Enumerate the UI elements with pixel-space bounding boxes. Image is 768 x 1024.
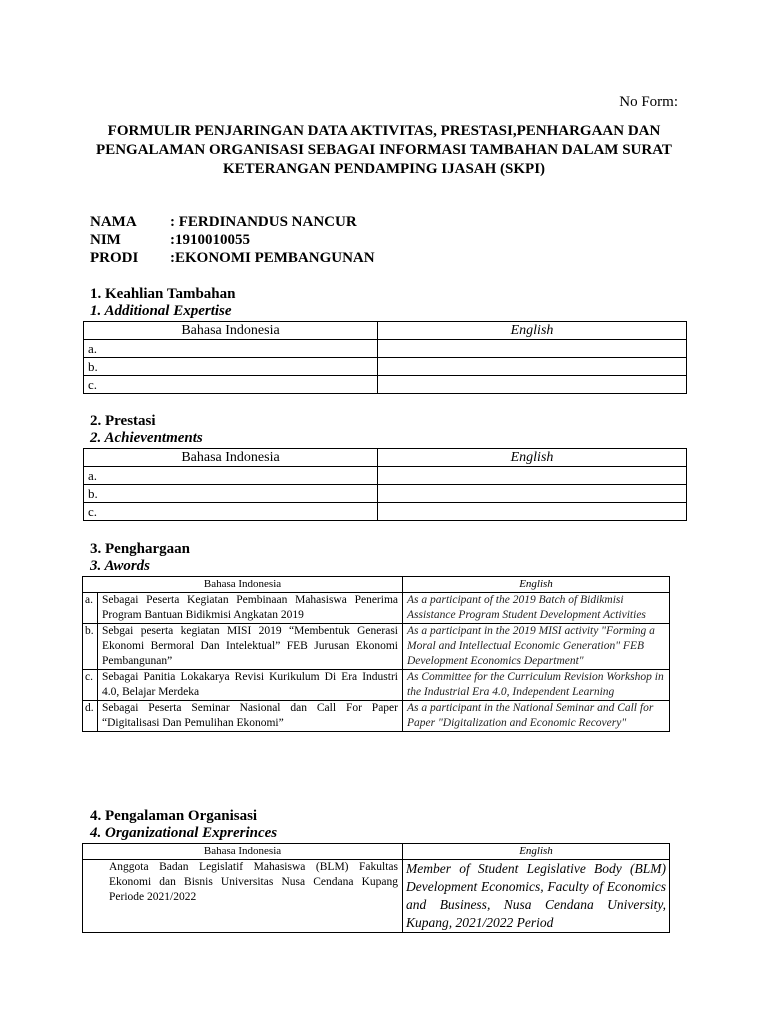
cell-english: Member of Student Legislative Body (BLM) Development Economics, Faculty of Economics and Business, Nusa Cendana University, Kupang, 2021/2022 Period <box>403 860 670 933</box>
column-header-english: English <box>403 844 670 860</box>
cell-english: As a participant in the National Seminar and Call for Paper "Digitalization and Economic Recovery" <box>403 701 670 732</box>
section-1-heading <box>90 286 235 320</box>
table-row <box>84 376 687 394</box>
title-line-1: FORMULIR PENJARINGAN DATA AKTIVITAS, PRESTASI,PENHARGAAN DAN <box>107 123 661 139</box>
table-row <box>83 701 670 732</box>
column-header-indonesia: Bahasa Indonesia <box>84 322 378 340</box>
table-row <box>83 860 670 933</box>
section-4-title: 4. Pengalaman Organisasi <box>90 808 258 824</box>
cell-indonesia: a. <box>84 340 378 358</box>
cell-indonesia: Sebagai Panitia Lokakarya Revisi Kurikulum Di Era Industri 4.0, Belajar Merdeka <box>98 670 403 701</box>
table-header-row <box>83 577 670 593</box>
column-header-english: English <box>403 577 670 593</box>
column-header-english: English <box>378 322 687 340</box>
title-line-3: KETERANGAN PENDAMPING IJASAH (SKPI) <box>222 161 546 177</box>
table-row <box>83 593 670 624</box>
cell-english <box>378 340 687 358</box>
cell-english: As Committee for the Curriculum Revision Workshop in the Industrial Era 4.0, Independent Learning <box>403 670 670 701</box>
cell-english: As a participant of the 2019 Batch of Bidikmisi Assistance Program Student Development Activities <box>403 593 670 624</box>
form-title <box>60 122 708 179</box>
table-row <box>84 485 687 503</box>
cell-indonesia: Sebagai Peserta Kegiatan Pembinaan Mahasiswa Penerima Program Bantuan Bidikmisi Angkatan 2019 <box>98 593 403 624</box>
table-row <box>84 358 687 376</box>
section-1-table <box>83 321 687 394</box>
nim-label: NIM <box>90 232 121 248</box>
section-3-title: 3. Penghargaan <box>90 541 191 557</box>
section-4-table <box>82 843 670 933</box>
section-2-title: 2. Prestasi <box>90 413 156 429</box>
section-3-table <box>82 576 670 732</box>
cell-indonesia: Anggota Badan Legislatif Mahasiswa (BLM) Fakultas Ekonomi dan Bisnis Universitas Nusa Cendana Kupang Periode 2021/2022 <box>83 860 403 933</box>
no-form-label: No Form: <box>619 94 678 110</box>
cell-indonesia: Sebagai Peserta Seminar Nasional dan Call For Paper “Digitalisasi Dan Pemulihan Ekonomi” <box>98 701 403 732</box>
cell-indonesia: c. <box>84 503 378 521</box>
table-header-row <box>83 844 670 860</box>
table-row <box>84 467 687 485</box>
row-index: c. <box>83 670 98 701</box>
prodi-value: :EKONOMI PEMBANGUNAN <box>170 250 375 266</box>
cell-english <box>378 358 687 376</box>
nama-value: : FERDINANDUS NANCUR <box>170 214 357 230</box>
section-4-title-en: 4. Organizational Exprerinces <box>90 825 278 841</box>
nim-row <box>90 231 375 249</box>
cell-english <box>378 485 687 503</box>
section-3-heading <box>90 541 190 575</box>
section-2-table <box>83 448 687 521</box>
cell-english <box>378 503 687 521</box>
section-4-heading <box>90 808 277 842</box>
cell-indonesia: Sebgai peserta kegiatan MISI 2019 “Membentuk Generasi Ekonomi Bermoral Dan Intelektual” FEB Jurusan Ekonomi Pembangunan” <box>98 624 403 670</box>
cell-indonesia: c. <box>84 376 378 394</box>
cell-indonesia: a. <box>84 467 378 485</box>
nim-value: :1910010055 <box>170 232 250 248</box>
row-index: d. <box>83 701 98 732</box>
title-line-2: PENGALAMAN ORGANISASI SEBAGAI INFORMASI TAMBAHAN DALAM SURAT <box>96 142 672 158</box>
row-index: b. <box>83 624 98 670</box>
section-1-title: 1. Keahlian Tambahan <box>90 286 236 302</box>
table-header-row <box>84 449 687 467</box>
table-header-row <box>84 322 687 340</box>
cell-english: As a participant in the 2019 MISI activity "Forming a Moral and Intellectual Economic Generation" FEB Development Economics Department" <box>403 624 670 670</box>
table-row <box>84 340 687 358</box>
identity-block <box>90 213 375 267</box>
row-index: a. <box>83 593 98 624</box>
cell-indonesia: b. <box>84 358 378 376</box>
table-row <box>83 670 670 701</box>
column-header-indonesia: Bahasa Indonesia <box>84 449 378 467</box>
column-header-indonesia: Bahasa Indonesia <box>83 577 403 593</box>
section-3-title-en: 3. Awords <box>90 558 151 574</box>
nama-label: NAMA <box>90 214 137 230</box>
prodi-label: PRODI <box>90 250 139 266</box>
cell-english <box>378 467 687 485</box>
column-header-english: English <box>378 449 687 467</box>
cell-indonesia: b. <box>84 485 378 503</box>
cell-english <box>378 376 687 394</box>
nama-row <box>90 213 375 231</box>
section-2-heading <box>90 413 203 447</box>
section-2-title-en: 2. Achieventments <box>90 430 203 446</box>
prodi-row <box>90 249 375 267</box>
table-row <box>84 503 687 521</box>
section-1-title-en: 1. Additional Expertise <box>90 303 232 319</box>
column-header-indonesia: Bahasa Indonesia <box>83 844 403 860</box>
table-row <box>83 624 670 670</box>
